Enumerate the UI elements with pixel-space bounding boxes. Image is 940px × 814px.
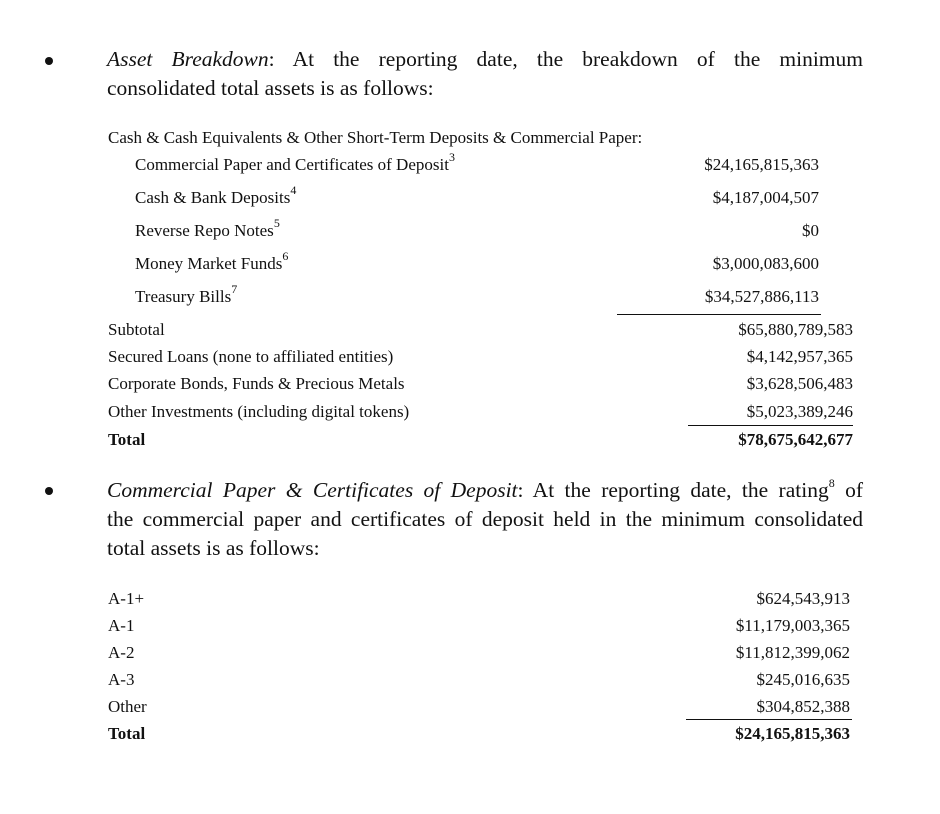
table-row-label: Corporate Bonds, Funds & Precious Metals [108, 374, 405, 393]
sub-row-label: Treasury Bills$^7$ [135, 282, 238, 306]
sub-row-label: Money Market Funds$^6$ [135, 249, 289, 273]
total-value: $78,675,642,677 [738, 430, 853, 449]
table-row-label: Subtotal [108, 320, 165, 339]
rating-total-rule [686, 719, 852, 720]
commercial-paper-line3: total assets is as follows: [107, 536, 320, 560]
total-label: Total [108, 430, 146, 449]
rating-value: $11,812,399,062 [735, 643, 850, 662]
sub-row-value: $3,000,083,600 [712, 254, 819, 273]
bullet-commercial-paper [45, 487, 53, 495]
commercial-paper-line2: the commercial paper and certificates of deposit held in the minimum consolidated [107, 507, 863, 531]
asset-breakdown-title: Asset Breakdown [107, 47, 269, 71]
footnote-ref: 8 [828, 475, 835, 490]
sub-row-label: Reverse Repo Notes$^5$ [135, 216, 280, 240]
footnote-ref: 3 [448, 150, 455, 165]
table-row-value: $4,142,957,365 [746, 347, 853, 366]
rating-label: Other [108, 697, 147, 716]
commercial-paper-line1: : At the reporting date, the rating [517, 478, 829, 502]
asset-breakdown-paragraph [107, 45, 863, 103]
table-row-value: $3,628,506,483 [746, 374, 853, 393]
rating-total-value: $24,165,815,363 [735, 724, 850, 743]
rating-label: A-3 [108, 670, 135, 689]
sub-row-value: $24,165,815,363 [704, 155, 819, 174]
sub-row-value: $4,187,004,507 [712, 188, 819, 207]
table-row-label: Other Investments (including digital tokens) [108, 402, 410, 421]
asset-breakdown-line2: consolidated total assets is as follows: [107, 76, 434, 100]
commercial-paper-paragraph: Commercial Paper & Certificates of Deposit: At the reporting date, the rating$^8$ of the commercial paper and certificates of deposit held in the minimum consolidated total assets is as follows: [107, 476, 863, 563]
group-header: Cash & Cash Equivalents & Other Short-Term Deposits & Commercial Paper: [108, 128, 643, 147]
table-row-value: $5,023,389,246 [746, 402, 853, 421]
rating-value: $304,852,388 [756, 697, 850, 716]
table-row-label: Secured Loans (none to affiliated entities) [108, 347, 394, 366]
bullet-asset-breakdown [45, 57, 53, 65]
rating-total-label: Total [108, 724, 146, 743]
footnote-ref: 6 [282, 249, 289, 264]
footnote-ref: 7 [231, 282, 238, 297]
sub-row-label: Cash & Bank Deposits$^4$ [135, 183, 297, 207]
rating-value: $11,179,003,365 [735, 616, 850, 635]
total-rule [688, 425, 853, 426]
sub-row-value: $0 [802, 221, 819, 240]
sub-row-value: $34,527,886,113 [704, 287, 819, 306]
sub-row-label: Commercial Paper and Certificates of Deposit$^3$ [135, 150, 455, 174]
subtotal-rule [617, 314, 821, 315]
rating-value: $245,016,635 [756, 670, 850, 689]
rating-value: $624,543,913 [756, 589, 850, 608]
asset-breakdown-line1: : At the reporting date, the breakdown of the minimum [268, 47, 863, 71]
footnote-ref: 5 [273, 216, 280, 231]
rating-label: A-2 [108, 643, 135, 662]
table-row-value: $65,880,789,583 [738, 320, 853, 339]
footnote-ref: 4 [290, 183, 297, 198]
rating-label: A-1 [108, 616, 135, 635]
commercial-paper-title: Commercial Paper & Certificates of Deposit [107, 478, 518, 502]
rating-label: A-1+ [108, 589, 145, 608]
